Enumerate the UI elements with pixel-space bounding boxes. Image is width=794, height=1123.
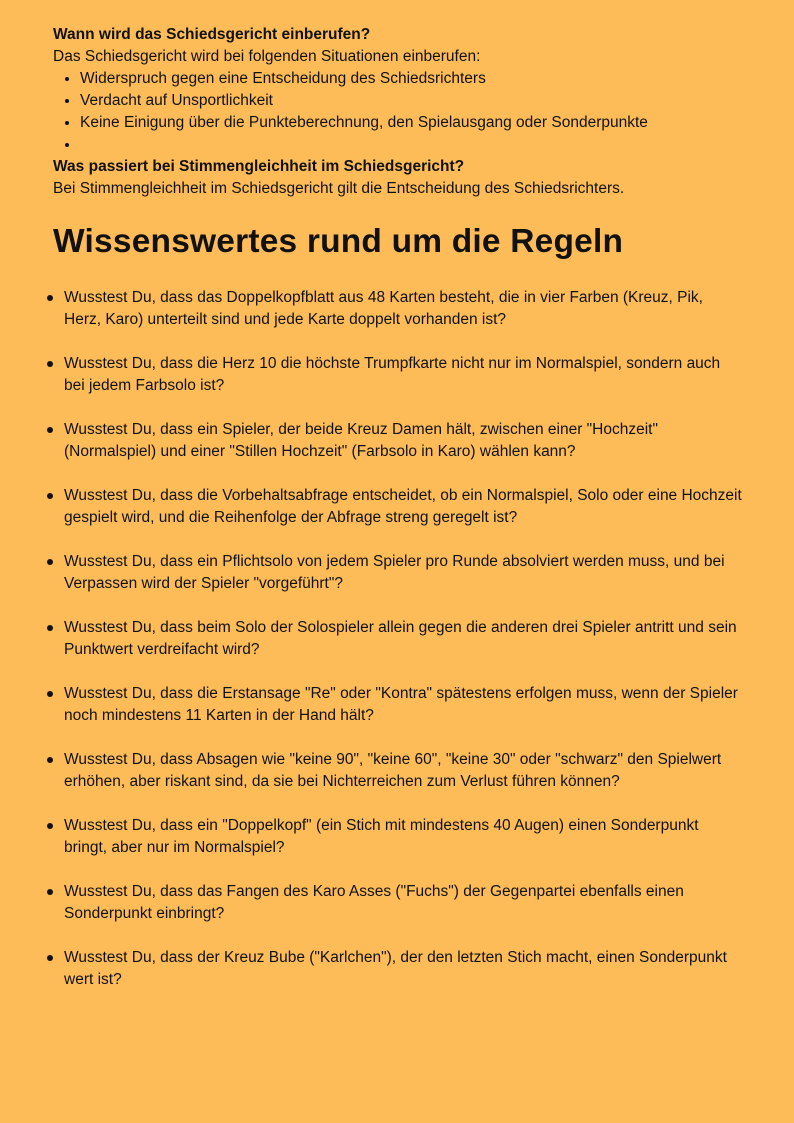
fact-item: Wusstest Du, dass das Fangen des Karo Asses ("Fuchs") der Gegenpartei ebenfalls einen Sonderpunkt einbringt?	[64, 881, 744, 925]
section-heading: Wissenswertes rund um die Regeln	[53, 223, 624, 260]
faq-question-1: Wann wird das Schiedsgericht einberufen?	[53, 26, 371, 43]
faq-section	[53, 24, 753, 200]
faq-answer-1-intro: Das Schiedsgericht wird bei folgenden Situationen einberufen:	[53, 48, 481, 65]
fact-item: Wusstest Du, dass der Kreuz Bube ("Karlchen"), der den letzten Stich macht, einen Sonderpunkt wert ist?	[64, 947, 744, 991]
fact-item: Wusstest Du, dass die Herz 10 die höchste Trumpfkarte nicht nur im Normalspiel, sondern auch bei jedem Farbsolo ist?	[64, 353, 744, 397]
fact-item: Wusstest Du, dass beim Solo der Solospieler allein gegen die anderen drei Spieler antritt und sein Punktwert verdreifacht wird?	[64, 617, 744, 661]
faq-question-2: Was passiert bei Stimmengleichheit im Schiedsgericht?	[53, 158, 465, 175]
facts-list	[64, 287, 744, 1013]
list-item: • Widerspruch gegen eine Entscheidung des Schiedsrichters	[80, 68, 753, 90]
fact-item: Wusstest Du, dass ein "Doppelkopf" (ein Stich mit mindestens 40 Augen) einen Sonderpunkt bringt, aber nur im Normalspiel?	[64, 815, 744, 859]
faq-answer-2: Bei Stimmengleichheit im Schiedsgericht gilt die Entscheidung des Schiedsrichters.	[53, 180, 625, 197]
fact-item: Wusstest Du, dass ein Pflichtsolo von jedem Spieler pro Runde absolviert werden muss, und bei Verpassen wird der Spieler "vorgeführt"?	[64, 551, 744, 595]
fact-item: Wusstest Du, dass die Erstansage "Re" oder "Kontra" spätestens erfolgen muss, wenn der Spieler noch mindestens 11 Karten in der Hand hält?	[64, 683, 744, 727]
fact-item: Wusstest Du, dass ein Spieler, der beide Kreuz Damen hält, zwischen einer "Hochzeit" (Normalspiel) und einer "Stillen Hochzeit" (Farbsolo in Karo) wählen kann?	[64, 419, 744, 463]
fact-item: Wusstest Du, dass die Vorbehaltsabfrage entscheidet, ob ein Normalspiel, Solo oder eine Hochzeit gespielt wird, und die Reihenfolge der Abfrage streng geregelt ist?	[64, 485, 744, 529]
fact-item: Wusstest Du, dass Absagen wie "keine 90", "keine 60", "keine 30" oder "schwarz" den Spielwert erhöhen, aber riskant sind, da sie bei Nichterreichen zum Verlust führen können?	[64, 749, 744, 793]
list-item: • Keine Einigung über die Punkteberechnung, den Spielausgang oder Sonderpunkte	[80, 112, 753, 134]
faq-answer-1-list	[53, 68, 753, 156]
list-item-empty	[80, 134, 753, 156]
list-item: • Verdacht auf Unsportlichkeit	[80, 90, 753, 112]
fact-item: Wusstest Du, dass das Doppelkopfblatt aus 48 Karten besteht, die in vier Farben (Kreuz, Pik, Herz, Karo) unterteilt sind und jede Karte doppelt vorhanden ist?	[64, 287, 744, 331]
